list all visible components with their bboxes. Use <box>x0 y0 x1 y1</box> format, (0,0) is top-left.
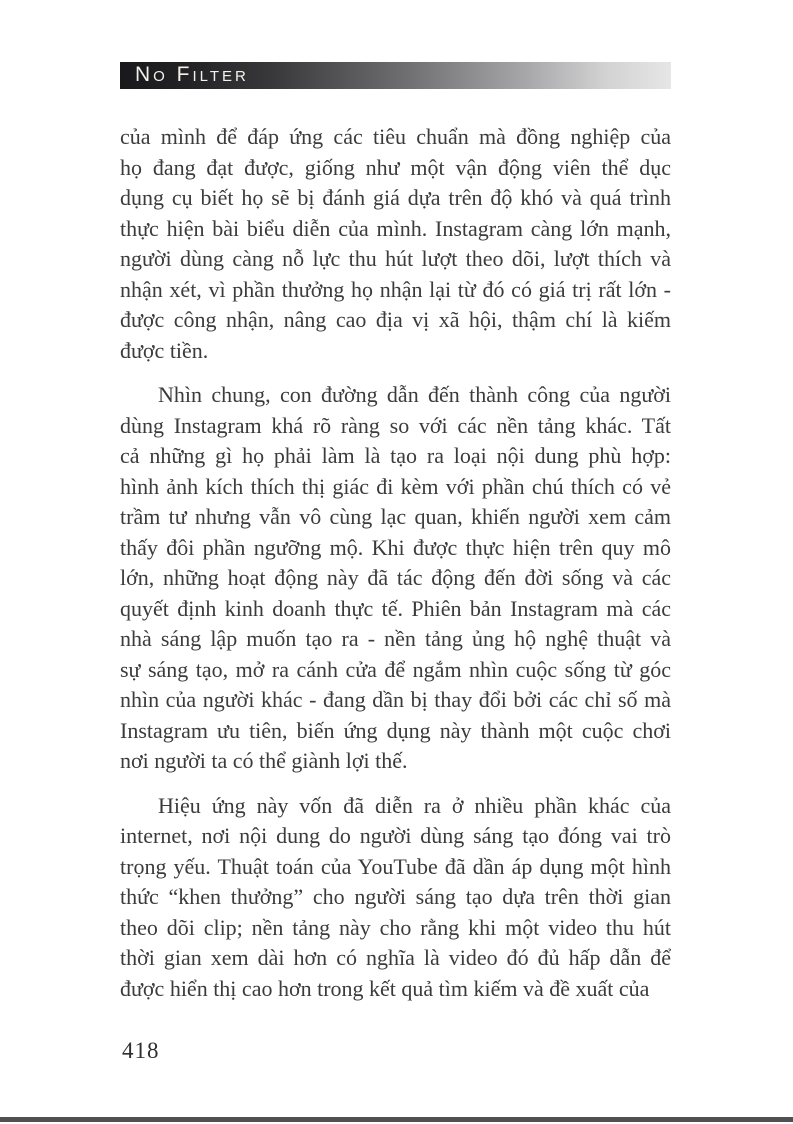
text-line: Hiệu ứng này vốn đã diễn ra ở nhiều phần khác của <box>158 792 671 818</box>
paragraph <box>120 380 671 777</box>
text-line: dùng Instagram khá rõ ràng so với các nền tảng khác. Tất <box>120 412 671 438</box>
running-header-bar <box>120 62 671 89</box>
text-line: của mình để đáp ứng các tiêu chuẩn mà đồng nghiệp của <box>120 124 671 149</box>
text-line: hình ảnh kích thích thị giác đi kèm với phần chú thích có vẻ <box>120 473 671 499</box>
text-line: nhận xét, vì phần thưởng họ nhận lại từ đó có giá trị rất lớn - <box>120 276 671 302</box>
text-line: được công nhận, nâng cao địa vị xã hội, thậm chí là kiếm <box>120 307 671 332</box>
text-line: dụng cụ biết họ sẽ bị đánh giá dựa trên độ khó và quá trình <box>120 185 671 210</box>
page-number: 418 <box>122 1038 160 1063</box>
text-line: được hiển thị cao hơn trong kết quả tìm kiếm và đề xuất của <box>120 975 650 1001</box>
text-line: Instagram ưu tiên, biến ứng dụng này thành một cuộc chơi <box>120 717 671 743</box>
text-line: theo dõi clip; nền tảng này cho rằng khi một video thu hút <box>120 914 671 940</box>
text-line: nơi người ta có thể giành lợi thế. <box>120 748 408 773</box>
text-line: được tiền. <box>120 337 209 363</box>
text-line: họ đang đạt được, giống như một vận động viên thể dục <box>120 154 671 180</box>
text-line: thấy đôi phần ngưỡng mộ. Khi được thực hiện trên quy mô <box>120 534 671 560</box>
text-line: trầm tư nhưng vẫn vô cùng lạc quan, khiến người xem cảm <box>120 504 671 529</box>
paragraph <box>120 791 671 1005</box>
text-line: Nhìn chung, con đường dẫn đến thành công của người <box>158 382 671 407</box>
footer-bar <box>0 1117 793 1122</box>
running-header-title: No Filter <box>135 62 249 86</box>
text-line: thời gian xem dài hơn có nghĩa là video đó đủ hấp dẫn để <box>120 945 671 970</box>
text-line: trọng yếu. Thuật toán của YouTube đã dần áp dụng một hình <box>120 853 671 879</box>
text-line: quyết định kinh doanh thực tế. Phiên bản Instagram mà các <box>120 595 671 621</box>
text-line: lớn, những hoạt động này đã tác động đến đời sống và các <box>120 565 671 590</box>
text-line: nhìn của người khác - đang dần bị thay đổi bởi các chỉ số mà <box>120 687 671 712</box>
text-line: cả những gì họ phải làm là tạo ra loại nội dung phù hợp: <box>120 443 671 468</box>
text-line: nhà sáng lập muốn tạo ra - nền tảng ủng hộ nghệ thuật và <box>120 626 671 651</box>
text-line: sự sáng tạo, mở ra cánh cửa để ngắm nhìn cuộc sống từ góc <box>120 656 671 682</box>
text-line: thực hiện bài biểu diễn của mình. Instagram càng lớn mạnh, <box>120 215 671 241</box>
text-line: người dùng càng nỗ lực thu hút lượt theo dõi, lượt thích và <box>120 246 671 271</box>
paragraph <box>120 122 671 366</box>
text-line: thức “khen thưởng” cho người sáng tạo dựa trên thời gian <box>120 884 671 909</box>
page-body-text <box>120 122 671 1018</box>
text-line: internet, nơi nội dung do người dùng sáng tạo đóng vai trò <box>120 823 671 848</box>
